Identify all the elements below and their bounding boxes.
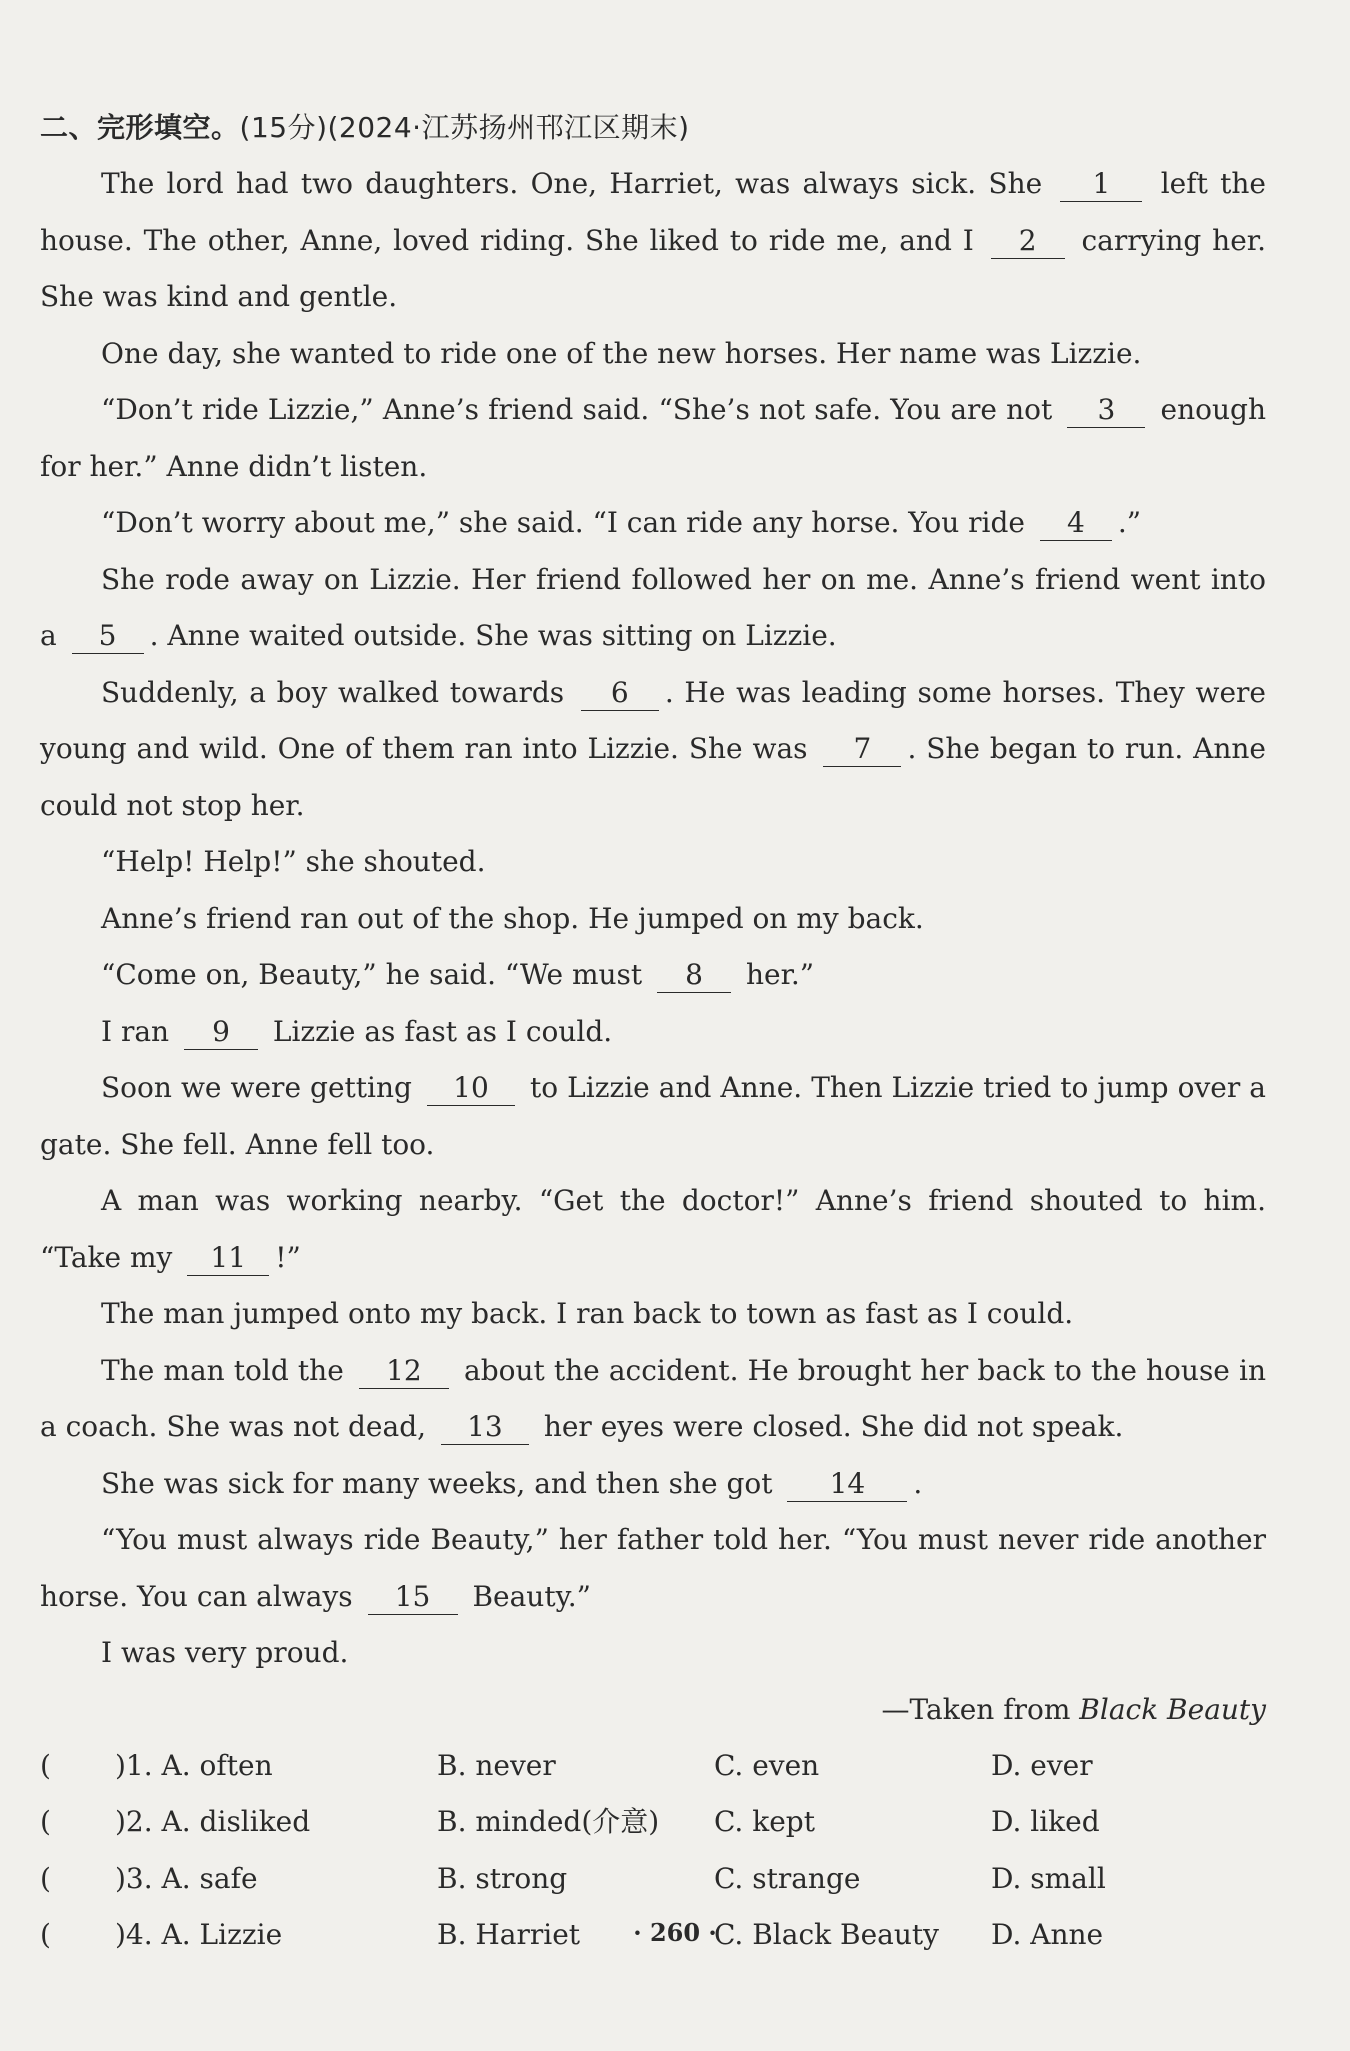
source-prefix: —Taken from [881,1692,1080,1726]
passage-text: left the house. The other, Anne, loved riding. She liked to ride me, and I [40,167,1266,257]
passage-text: carrying her. She was kind and gentle. [40,223,1266,313]
passage-text: I was very proud. [101,1636,349,1669]
option-d: D. ever [991,1748,1093,1782]
passage-text: Lizzie as fast as I could. [263,1014,613,1048]
blank-11: 11 [187,1241,269,1276]
option-row-1 [40,1738,1266,1795]
passage-text: about the accident. He brought her back to the house in a coach. She was not dead, [40,1353,1266,1443]
passage-text: . He was leading some horses. They were young and wild. One of them ran into Lizzie. She was [40,675,1266,765]
passage-paragraph [40,382,1266,495]
passage-paragraph [40,1173,1266,1286]
source-title: Black Beauty [1079,1692,1266,1726]
option-c: C. strange [714,1861,861,1895]
passage-text: . [913,1466,923,1500]
passage-text: enough for her.” Anne didn’t listen. [40,393,1266,483]
blank-8: 8 [657,958,731,993]
option-d: D. Anne [991,1918,1104,1951]
passage-text: her eyes were closed. She did not speak. [534,1410,1124,1443]
passage-paragraph [40,1060,1266,1173]
passage-text: “Come on, Beauty,” he said. “We must [101,958,652,991]
option-b: B. minded(介意) [437,1805,660,1838]
passage-paragraph [40,1625,1266,1682]
section-score: (15分) [239,111,328,144]
blank-7: 7 [823,732,901,767]
passage-text: her.” [737,958,815,991]
passage-text: She rode away on Lizzie. Her friend followed her on me. Anne’s friend went into a [40,562,1266,652]
passage-text: Beauty.” [463,1579,591,1613]
passage-paragraph [40,1343,1266,1456]
section-heading [40,100,1266,156]
blank-14: 14 [787,1467,907,1502]
answer-paren: ( [40,1918,51,1951]
blank-1: 1 [1060,167,1142,202]
answer-paren: ( [40,1748,51,1782]
page-number: · 260 · [633,1918,717,1947]
passage-text: “Help! Help!” she shouted. [101,845,486,878]
option-a: )4. A. Lizzie [115,1918,283,1951]
passage-paragraph [40,947,1266,1004]
passage-paragraph [40,834,1266,891]
option-b: B. Harriet [437,1918,581,1951]
passage-paragraph [40,552,1266,665]
option-a: )2. A. disliked [115,1805,311,1838]
passage-text: The man told the [101,1353,353,1387]
passage-text: She was sick for many weeks, and then she got [101,1466,782,1500]
option-c: C. Black Beauty [714,1918,939,1951]
blank-13: 13 [441,1410,529,1445]
section-source: (2024·江苏扬州邗江区期末) [327,111,690,144]
option-b: B. never [437,1748,556,1782]
passage-text: . She began to run. Anne could not stop her. [40,732,1267,822]
passage-text: . Anne waited outside. She was sitting on Lizzie. [149,619,837,652]
blank-5: 5 [72,619,144,654]
passage-paragraph [40,665,1266,835]
option-a: )3. A. safe [115,1861,258,1895]
passage-text: “You must always ride Beauty,” her father told her. “You must never ride another horse. You can always [40,1523,1266,1613]
blank-6: 6 [581,676,659,711]
passage-text: The man jumped onto my back. I ran back to town as fast as I could. [101,1297,1074,1330]
blank-4: 4 [1040,506,1112,541]
blank-9: 9 [184,1015,258,1050]
answer-paren: ( [40,1861,51,1895]
option-c: C. kept [714,1805,815,1838]
option-d: D. small [991,1861,1106,1895]
passage-text: !” [275,1240,301,1274]
passage-text: I ran [101,1014,178,1048]
passage-text: “Don’t ride Lizzie,” Anne’s friend said. “She’s not safe. You are not [101,393,1062,426]
passage-paragraph [40,495,1266,552]
option-row-2 [40,1794,1266,1851]
passage-text: to Lizzie and Anne. Then Lizzie tried to jump over a gate. She fell. Anne fell too. [40,1071,1266,1161]
source-attribution [40,1682,1266,1738]
passage-text: “Don’t worry about me,” she said. “I can ride any horse. You ride [101,506,1034,539]
passage-paragraph [40,1004,1266,1061]
blank-12: 12 [359,1354,449,1389]
passage-text: A man was working nearby. “Get the doctor!” Anne’s friend shouted to him. “Take my [40,1184,1266,1274]
passage-paragraph [40,1456,1266,1513]
passage-text: One day, she wanted to ride one of the new horses. Her name was Lizzie. [101,336,1142,370]
blank-2: 2 [991,224,1065,259]
passage-paragraph [40,1512,1266,1625]
option-c: C. even [714,1748,820,1782]
blank-15: 15 [368,1580,458,1615]
document-page [40,100,1266,1964]
passage-text: Soon we were getting [101,1071,421,1104]
blank-3: 3 [1067,393,1145,428]
option-b: B. strong [437,1861,568,1895]
passage-paragraph [40,156,1266,326]
passage-paragraph [40,326,1266,383]
blank-10: 10 [427,1071,515,1106]
option-row-3 [40,1851,1266,1908]
passage-text: Anne’s friend ran out of the shop. He jumped on my back. [101,901,924,935]
section-title: 二、完形填空。 [40,111,240,144]
passage-paragraph [40,1286,1266,1343]
cloze-passage [40,156,1266,1682]
option-d: D. liked [991,1805,1100,1838]
passage-paragraph [40,891,1266,948]
answer-paren: ( [40,1805,51,1838]
passage-text: The lord had two daughters. One, Harriet, was always sick. She [101,167,1055,200]
option-a: )1. A. often [115,1748,273,1782]
passage-text: Suddenly, a boy walked towards [101,675,575,709]
passage-text: .” [1117,506,1142,539]
